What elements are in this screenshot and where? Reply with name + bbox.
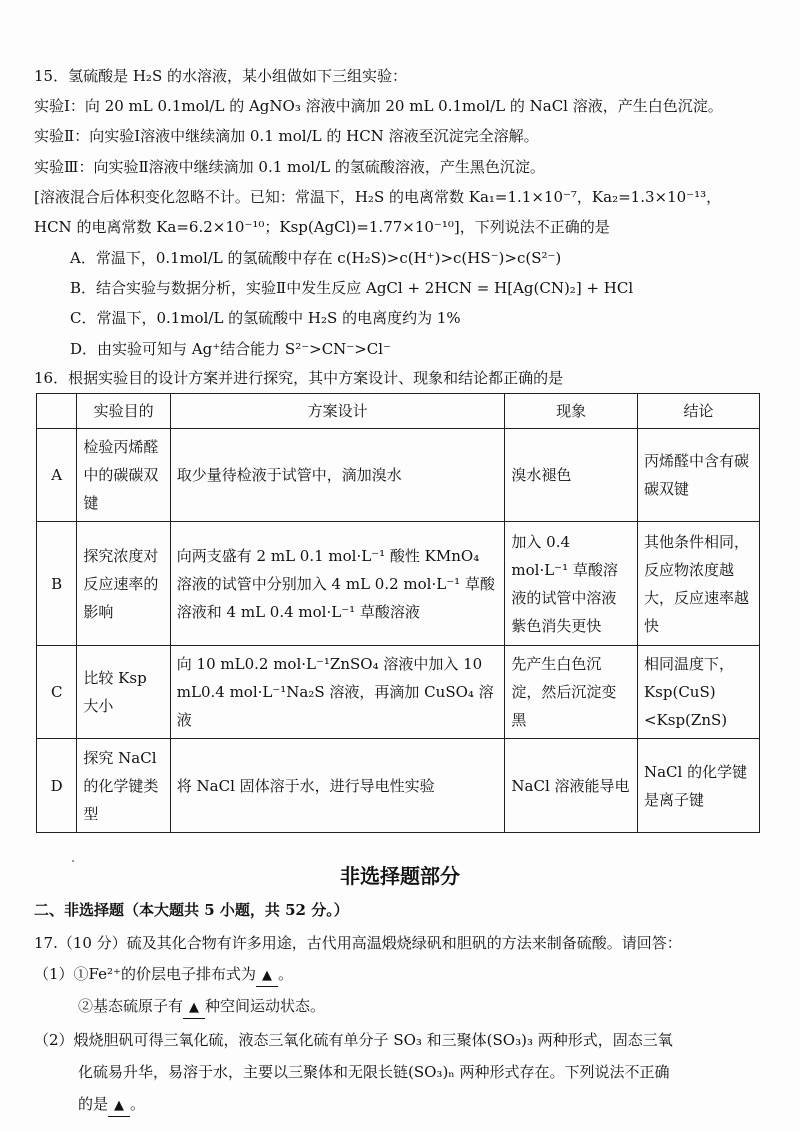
q16-title: 16．根据实验目的设计方案并进行探究，其中方案设计、现象和结论都正确的是	[34, 369, 564, 387]
table-header-design: 方案设计	[170, 394, 505, 429]
table-row	[37, 739, 760, 833]
q17-part1a-end: 。	[277, 965, 293, 983]
q17-part1a-text: （1）①Fe²⁺的价层电子排布式为	[34, 965, 256, 983]
row-phenomenon: 加入 0.4 mol·L⁻¹ 草酸溶液的试管中溶液紫色消失更快	[505, 522, 638, 646]
row-conclusion: NaCl 的化学键是离子键	[637, 739, 759, 833]
table-header-phenomenon: 现象	[505, 394, 638, 429]
q17-part2-line2: 化硫易升华，易溶于水，主要以三聚体和无限长链(SO₃)ₙ 两种形式存在。下列说法不正确	[78, 1063, 670, 1081]
q16-table	[36, 393, 760, 833]
table-header-row	[37, 394, 760, 429]
q17-part1a	[34, 964, 293, 987]
row-purpose: 探究 NaCl 的化学键类型	[77, 739, 170, 833]
row-design: 取少量待检液于试管中，滴加溴水	[170, 429, 505, 522]
answer-blank[interactable]: ▲	[256, 966, 278, 987]
row-design: 将 NaCl 固体溶于水，进行导电性实验	[170, 739, 505, 833]
section-title: 非选择题部分	[340, 864, 460, 888]
q15-note1: [溶液混合后体积变化忽略不计。已知：常温下，H₂S 的电离常数 Ka₁=1.1×10⁻⁷，Ka₂=1.3×10⁻¹³，	[34, 188, 722, 206]
row-label: B	[37, 522, 77, 646]
q17-title: 17.（10 分）硫及其化合物有许多用途，古代用高温煅烧绿矾和胆矾的方法来制备硫酸。请回答：	[34, 934, 682, 952]
answer-blank[interactable]: ▲	[183, 998, 205, 1019]
q15-option-c: C．常温下，0.1mol/L 的氢硫酸中 H₂S 的电离度约为 1%	[70, 309, 461, 327]
q15-title: 15．氢硫酸是 H₂S 的水溶液，某小组做如下三组实验：	[34, 67, 407, 85]
row-conclusion: 相同温度下，Ksp(CuS)<Ksp(ZnS)	[637, 646, 759, 739]
row-purpose: 检验丙烯醛中的碳碳双键	[77, 429, 170, 522]
row-design: 向 10 mL0.2 mol·L⁻¹ZnSO₄ 溶液中加入 10 mL0.4 mol·L⁻¹Na₂S 溶液，再滴加 CuSO₄ 溶液	[170, 646, 505, 739]
answer-blank[interactable]: ▲	[108, 1096, 130, 1117]
row-phenomenon: 先产生白色沉淀，然后沉淀变黑	[505, 646, 638, 739]
row-conclusion: 丙烯醛中含有碳碳双键	[637, 429, 759, 522]
q15-exp3: 实验Ⅲ：向实验Ⅱ溶液中继续滴加 0.1 mol/L 的氢硫酸溶液，产生黑色沉淀。	[34, 158, 545, 176]
q17-part2-line1: （2）煅烧胆矾可得三氧化硫，液态三氧化硫有单分子 SO₃ 和三聚体(SO₃)₃ 两种形式，固态三氧	[34, 1031, 673, 1049]
q17-part1b	[78, 996, 325, 1019]
row-label: A	[37, 429, 77, 522]
row-purpose: 比较 Ksp 大小	[77, 646, 170, 739]
q17-part2-line3	[78, 1094, 145, 1117]
row-phenomenon: 溴水褪色	[505, 429, 638, 522]
table-row	[37, 522, 760, 646]
q17-part2-line3-end: 。	[130, 1095, 146, 1113]
table-row	[37, 429, 760, 522]
row-purpose: 探究浓度对反应速率的影响	[77, 522, 170, 646]
table-header-blank	[37, 394, 77, 429]
q15-option-a: A．常温下，0.1mol/L 的氢硫酸中存在 c(H₂S)>c(H⁺)>c(HS⁻)>c(S²⁻)	[70, 249, 562, 267]
row-conclusion: 其他条件相同，反应物浓度越大，反应速率越快	[637, 522, 759, 646]
q15-option-b: B．结合实验与数据分析，实验Ⅱ中发生反应 AgCl + 2HCN = H[Ag(CN)₂] + HCl	[70, 279, 634, 297]
q15-note2: HCN 的电离常数 Ka=6.2×10⁻¹⁰；Ksp(AgCl)=1.77×10⁻¹⁰]，下列说法不正确的是	[34, 218, 610, 236]
section-subtitle: 二、非选择题（本大题共 5 小题，共 52 分。）	[34, 901, 349, 919]
row-label: C	[37, 646, 77, 739]
q17-part1b-end: 种空间运动状态。	[205, 997, 326, 1015]
q15-exp1: 实验Ⅰ：向 20 mL 0.1mol/L 的 AgNO₃ 溶液中滴加 20 mL 0.1mol/L 的 NaCl 溶液，产生白色沉淀。	[34, 97, 723, 115]
table-row	[37, 646, 760, 739]
q17-part2-line3-text: 的是	[78, 1095, 109, 1113]
row-design: 向两支盛有 2 mL 0.1 mol·L⁻¹ 酸性 KMnO₄ 溶液的试管中分别加入 4 mL 0.2 mol·L⁻¹ 草酸溶液和 4 mL 0.4 mol·L⁻¹ 草酸溶液	[170, 522, 505, 646]
table-header-conclusion: 结论	[637, 394, 759, 429]
row-label: D	[37, 739, 77, 833]
q17-part1b-text: ②基态硫原子有	[78, 997, 184, 1015]
row-phenomenon: NaCl 溶液能导电	[505, 739, 638, 833]
q15-exp2: 实验Ⅱ：向实验Ⅰ溶液中继续滴加 0.1 mol/L 的 HCN 溶液至沉淀完全溶解。	[34, 127, 539, 145]
table-header-purpose: 实验目的	[77, 394, 170, 429]
q15-option-d: D．由实验可知与 Ag⁺结合能力 S²⁻>CN⁻>Cl⁻	[70, 340, 391, 358]
